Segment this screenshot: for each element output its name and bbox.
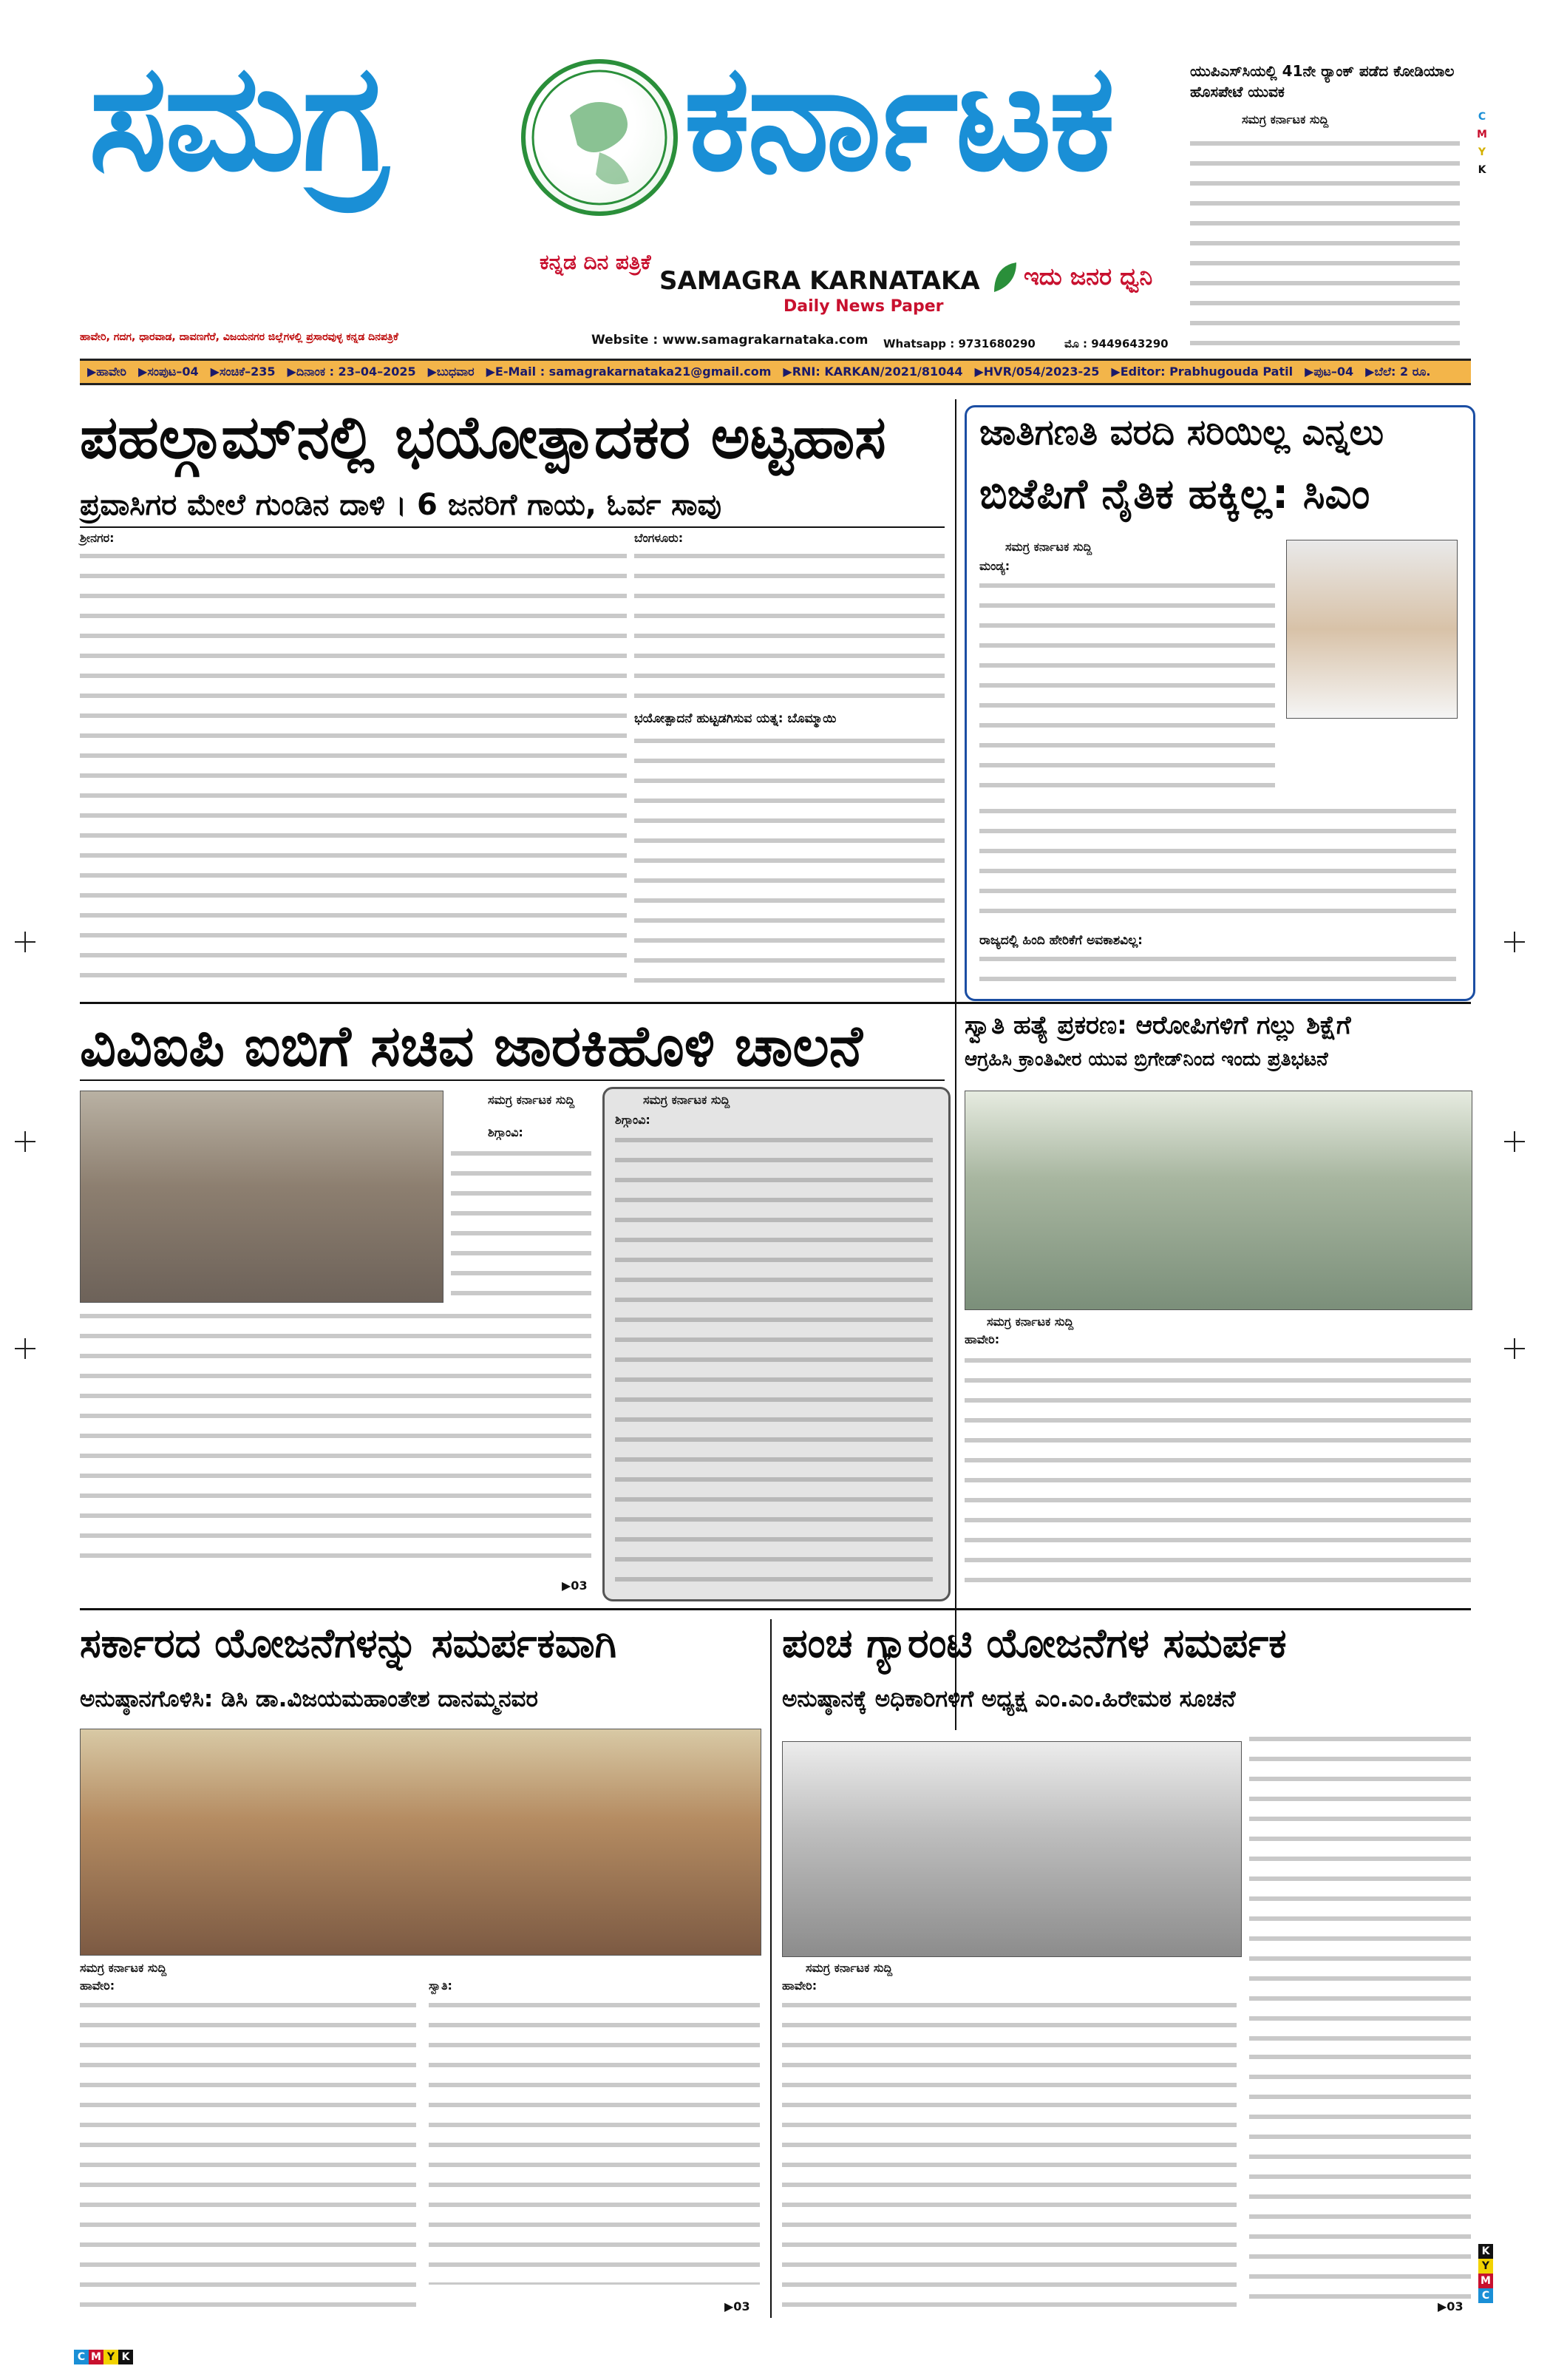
- dateline-pages: ▶ಪುಟ–04: [1305, 365, 1354, 379]
- masthead: [0, 0, 1190, 355]
- schemes-headline: ಸರ್ಕಾರದ ಯೋಜನೆಗಳನ್ನು ಸಮರ್ಪಕವಾಗಿ: [80, 1620, 617, 1667]
- divider: [80, 526, 945, 528]
- crosshair-icon: [15, 1131, 35, 1152]
- vip-body-main: [80, 1307, 591, 1573]
- dateline-hvr: ▶HVR/054/2023-25: [974, 365, 1100, 379]
- dateline-volume: ▶ಸಂಪುಟ–04: [138, 365, 199, 379]
- reg-mark-k: K: [1478, 2244, 1493, 2259]
- crosshair-icon: [15, 1338, 35, 1359]
- right-reg-bar: [1478, 2244, 1493, 2303]
- globe-logo-icon: [521, 59, 678, 216]
- crosshair-icon: [1504, 932, 1525, 952]
- cm-headline-line1: ಜಾತಿಗಣತಿ ವರದಿ ಸರಿಯಿಲ್ಲ ಎನ್ನಲು: [979, 412, 1384, 453]
- commentary-byline: ಸಮಗ್ರ ಕರ್ನಾಟಕ ಸುದ್ದಿ: [643, 1093, 730, 1107]
- divider: [955, 399, 956, 1730]
- guarantee-headline: ಪಂಚ ಗ್ಯಾರಂಟಿ ಯೋಜನೆಗಳ ಸಮರ್ಪಕ: [782, 1620, 1287, 1667]
- masthead-districts-line: ಹಾವೇರಿ, ಗದಗ, ಧಾರವಾಡ, ದಾವಣಗೆರೆ, ವಿಜಯನಗರ ಜಿಲ್ಲೆಗಳಲ್ಲಿ ಪ್ರಸಾರವುಳ್ಳ ಕನ್ನಡ ದಿನಪತ್ರಿಕೆ: [80, 331, 398, 343]
- masthead-title-left: ಸಮಗ್ರ: [89, 32, 386, 204]
- guarantee-photo: [782, 1741, 1242, 1957]
- schemes-dateline: ಹಾವೇರಿ:: [80, 1979, 115, 1993]
- reg-mark-m: M: [1477, 129, 1487, 140]
- vip-dateline: ಶಿಗ್ಗಾಂವಿ:: [488, 1125, 523, 1139]
- dateline-date: ▶ದಿನಾಂಕ : 23–04–2025: [287, 365, 416, 379]
- divider: [80, 1002, 1471, 1004]
- dateline-editor: ▶Editor: Prabhugouda Patil: [1111, 365, 1294, 379]
- lead-subhead: ಪ್ರವಾಸಿಗರ ಮೇಲೆ ಗುಂಡಿನ ದಾಳಿ । 6 ಜನರಿಗೆ ಗಾಯ, ಓರ್ವ ಸಾವು: [80, 488, 722, 522]
- top-right-brief: [1190, 61, 1471, 356]
- brief-byline: ಸಮಗ್ರ ಕರ್ನಾಟಕ ಸುದ್ದಿ: [1242, 112, 1329, 126]
- cm-dateline: ಮಂಡ್ಯ:: [979, 559, 1010, 573]
- dateline-price: ▶ಬೆಲೆ: 2 ರೂ.: [1365, 365, 1431, 379]
- lead-body-col2: [634, 547, 945, 702]
- reg-mark-k: K: [118, 2350, 133, 2364]
- lead-headline: ಪಹಲ್ಗಾಮ್‌ನಲ್ಲಿ ಭಯೋತ್ಪಾದಕರ ಅಟ್ಟಹಾಸ: [80, 403, 886, 472]
- masthead-english-name: SAMAGRA KARNATAKA: [659, 266, 980, 296]
- reg-mark-c: C: [1478, 2288, 1493, 2303]
- reg-mark-y: Y: [103, 2350, 118, 2364]
- guarantee-body-side: [1249, 1730, 1471, 2041]
- cm-inner-subhead: ರಾಜ್ಯದಲ್ಲಿ ಹಿಂದಿ ಹೇರಿಕೆಗೆ ಅವಕಾಶವಿಲ್ಲ:: [979, 933, 1143, 948]
- reg-mark-m: M: [89, 2350, 103, 2364]
- guarantee-page-ref: ▶03: [1438, 2299, 1464, 2313]
- dateline-day: ▶ಬುಧವಾರ: [427, 365, 475, 379]
- masthead-mobile: ಮೊ : 9449643290: [1064, 337, 1169, 350]
- swathi-byline: ಸಮಗ್ರ ಕರ್ನಾಟಕ ಸುದ್ದಿ: [987, 1315, 1074, 1329]
- dateline-rni: ▶RNI: KARKAN/2021/81044: [783, 365, 963, 379]
- cm-byline: ಸಮಗ್ರ ಕರ್ನಾಟಕ ಸುದ್ದಿ: [1005, 540, 1092, 554]
- crosshair-icon: [15, 932, 35, 952]
- guarantee-dateline: ಹಾವೇರಿ:: [782, 1979, 818, 1993]
- schemes-byline: ಸಮಗ್ರ ಕರ್ನಾಟಕ ಸುದ್ದಿ: [80, 1961, 167, 1975]
- lead-inner-subhead: ಭಯೋತ್ಪಾದನೆ ಹುಟ್ಟಡಗಿಸುವ ಯತ್ನ: ಬೊಮ್ಮಾಯಿ: [634, 711, 837, 726]
- dateline-place: ▶ಹಾವೇರಿ: [87, 365, 127, 379]
- reg-mark-y: Y: [1478, 2259, 1493, 2274]
- vip-page-ref: ▶03: [562, 1579, 588, 1593]
- commentary-body: [615, 1131, 933, 1590]
- crosshair-icon: [1504, 1131, 1525, 1152]
- schemes-inner-dateline: ಸ್ವಾತಿ:: [429, 1979, 452, 1993]
- dateline-issue: ▶ಸಂಚಿಕೆ–235: [210, 365, 276, 379]
- brief-body: [1190, 135, 1460, 349]
- lead-body-col3: [634, 732, 945, 991]
- crosshair-icon: [1504, 1338, 1525, 1359]
- reg-mark-c: C: [1478, 111, 1486, 123]
- guarantee-byline: ಸಮಗ್ರ ಕರ್ನಾಟಕ ಸುದ್ದಿ: [806, 1961, 893, 1975]
- reg-mark-m: M: [1478, 2274, 1493, 2288]
- masthead-whatsapp: Whatsapp : 9731680290: [883, 337, 1036, 350]
- reg-mark-y: Y: [1478, 146, 1486, 158]
- masthead-tagline: ಕನ್ನಡ ದಿನ ಪತ್ರಿಕೆ: [540, 250, 651, 274]
- leaf-icon: [990, 259, 1020, 296]
- reg-mark-c: C: [74, 2350, 89, 2364]
- divider: [770, 1619, 772, 2318]
- guarantee-body-1: [782, 1996, 1237, 2314]
- lead-dateline-right: ಬೆಂಗಳೂರು:: [634, 531, 684, 545]
- swathi-subhead: ಆಗ್ರಹಿಸಿ ಕ್ರಾಂತಿವೀರ ಯುವ ಬ್ರಿಗೇಡ್‌ನಿಂದ ಇಂದು ಪ್ರತಿಭಟನೆ: [965, 1048, 1328, 1071]
- vip-photo: [80, 1091, 443, 1303]
- brief-headline: ಯುಪಿಎಸ್‌ಸಿಯಲ್ಲಿ 41ನೇ ರ್‍ಯಾಂಕ್ ಪಡೆದ ಕೋಡಿಯಾಲ ಹೊಸಪೇಟೆ ಯುವಕ: [1190, 62, 1455, 101]
- cm-photo: [1286, 540, 1458, 719]
- cm-headline-line2: ಬಿಜೆಪಿಗೆ ನೈತಿಕ ಹಕ್ಕಿಲ್ಲ: ಸಿಎಂ: [979, 470, 1370, 518]
- cm-body-3: [979, 950, 1456, 987]
- schemes-page-ref: ▶03: [724, 2299, 750, 2313]
- schemes-photo: [80, 1729, 761, 1956]
- guarantee-subhead: ಅನುಷ್ಠಾನಕ್ಕೆ ಅಧಿಕಾರಿಗಳಿಗೆ ಅಧ್ಯಕ್ಷ ಎಂ.ಎಂ.ಹಿರೇಮಠ ಸೂಚನೆ: [782, 1686, 1236, 1712]
- masthead-website: Website : www.samagrakarnataka.com: [591, 333, 869, 347]
- vip-byline: ಸಮಗ್ರ ಕರ್ನಾಟಕ ಸುದ್ದಿ: [488, 1093, 575, 1107]
- masthead-english-sub: Daily News Paper: [784, 297, 944, 316]
- vip-body-side: [451, 1145, 591, 1300]
- commentary-dateline: ಶಿಗ್ಗಾಂವಿ:: [615, 1113, 650, 1127]
- swathi-dateline: ಹಾವೇರಿ:: [965, 1332, 1000, 1346]
- divider: [80, 1079, 945, 1081]
- masthead-title-right: ಕರ್ನಾಟಕ: [684, 32, 1113, 204]
- reg-mark-k: K: [1478, 164, 1486, 176]
- masthead-motto: ಇದು ಜನರ ಧ್ವನಿ: [1024, 262, 1153, 291]
- dateline-email: ▶E-Mail : samagrakarnataka21@gmail.com: [486, 365, 772, 379]
- guarantee-body-2: [1249, 2048, 1471, 2299]
- swathi-photo: [965, 1091, 1472, 1310]
- lead-dateline-left: ಶ್ರೀನಗರ:: [80, 531, 115, 545]
- schemes-body-2: [429, 1996, 760, 2285]
- swathi-headline: ಸ್ವಾತಿ ಹತ್ಯೆ ಪ್ರಕರಣ: ಆರೋಪಿಗಳಿಗೆ ಗಲ್ಲು ಶಿಕ್ಷೆಗೆ: [965, 1011, 1351, 1040]
- swathi-body: [965, 1352, 1471, 1596]
- schemes-body-1: [80, 1996, 416, 2314]
- divider: [80, 1608, 1471, 1610]
- vip-headline: ವಿವಿಐಪಿ ಐಬಿಗೆ ಸಚಿವ ಜಾರಕಿಹೊಳಿ ಚಾಲನೆ: [80, 1013, 863, 1079]
- lead-body-col1: [80, 547, 627, 991]
- dateline-strip: [80, 359, 1471, 385]
- bottom-reg-bar: [74, 2350, 133, 2364]
- cm-body-1: [979, 577, 1275, 799]
- schemes-subhead: ಅನುಷ್ಠಾನಗೊಳಿಸಿ: ಡಿಸಿ ಡಾ.ವಿಜಯಮಹಾಂತೇಶ ದಾನಮ್ಮನವರ: [80, 1686, 538, 1712]
- cm-body-2: [979, 802, 1456, 928]
